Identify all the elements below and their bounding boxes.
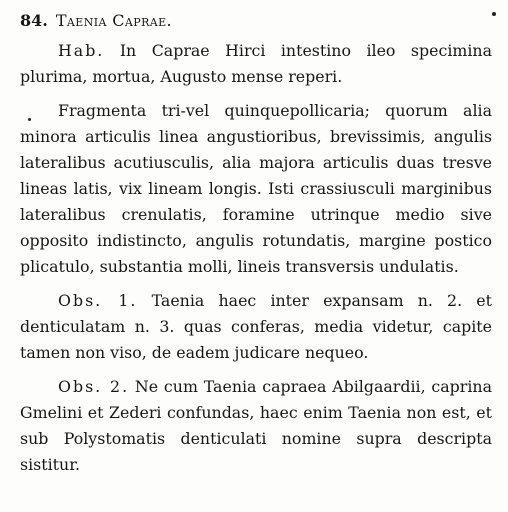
observation-2-paragraph (20, 374, 492, 478)
description-paragraph: Fragmenta tri-vel quinquepollicaria; quorum alia minora articulis linea angustioribus, brevissimis, angulis lateralibus acutiusculis, alia majora articulis duas tresve lineas latis, vix lineam longis. Isti crassiusculi marginibus lateralibus crenulatis, foramine utrinque medio sive opposito indistincto, angulis rotundatis, margine postico plicatulo, substantia molli, lineis transversis undulatis. (20, 101, 492, 276)
habitat-lead: Hab. (58, 41, 105, 60)
ink-speck (492, 12, 496, 16)
entry-number: 84. (20, 11, 48, 30)
entry-title: Taenia Caprae. (55, 11, 173, 30)
ink-speck (28, 118, 31, 121)
observation-1-lead: Obs. 1. (58, 291, 138, 310)
observation-1-paragraph (20, 288, 492, 366)
observation-1-text: Taenia haec inter expansam n. 2. et denticulatam n. 3. quas conferas, media videtur, capite tamen non viso, de eadem judicare nequeo. (20, 291, 492, 362)
observation-2-text: Ne cum Taenia capraea Abilgaardii, caprina Gmelini et Zederi confundas, haec enim Taenia non est, et sub Polystomatis denticulati nomine supra descripta sistitur. (20, 377, 492, 474)
habitat-paragraph (20, 38, 492, 90)
observation-2-lead: Obs. 2. (58, 377, 130, 396)
entry-header (20, 10, 492, 32)
habitat-text: In Caprae Hirci intestino ileo specimina plurima, mortua, Augusto mense reperi. (20, 41, 492, 86)
